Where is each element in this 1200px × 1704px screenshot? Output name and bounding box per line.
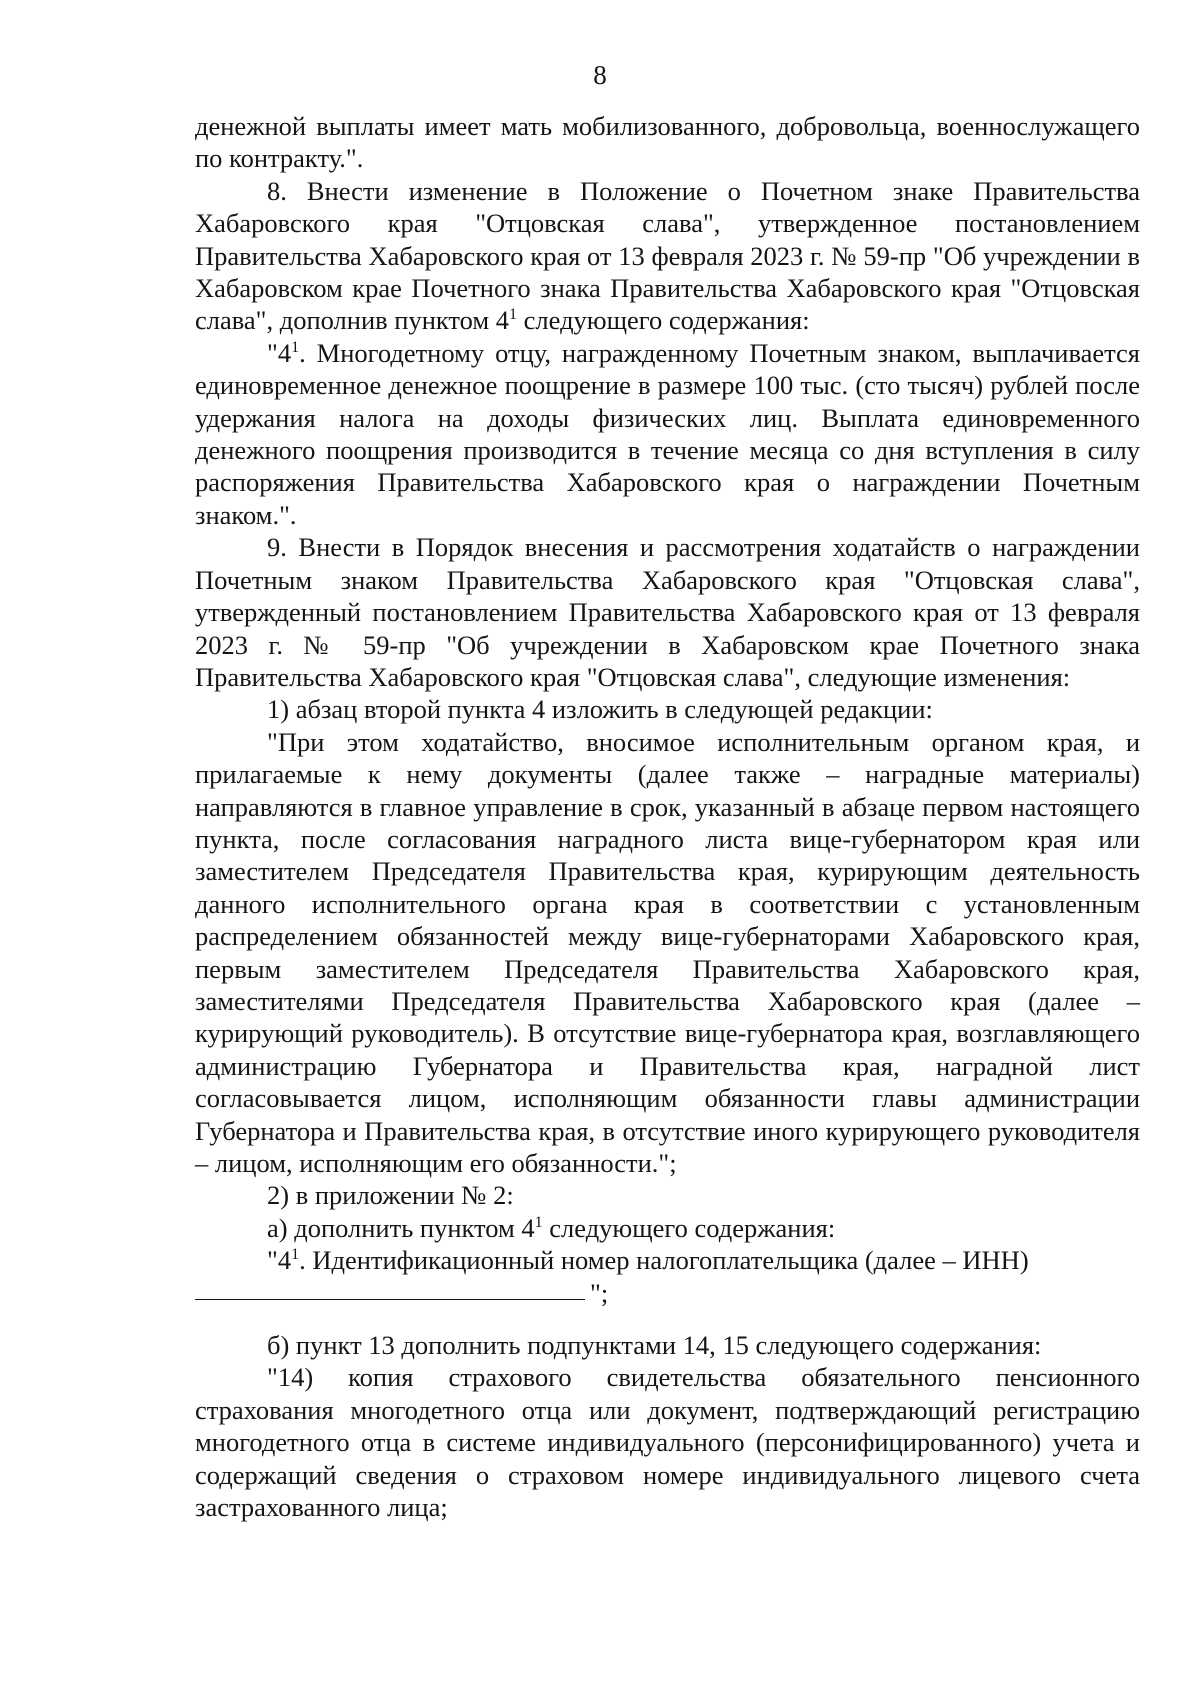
paragraph-item-8-text-end: следующего содержания: xyxy=(517,305,810,336)
subitem-9-2-a xyxy=(195,1212,1140,1244)
superscript: 1 xyxy=(509,306,518,324)
quoted-point-inn xyxy=(195,1244,1140,1276)
quoted-subpoint-14: "14) копия страхового свидетельства обязательного пенсионного страхования многодетного отца или документ, подтверждающий регистрацию многодетного отца в системе индивидуального (персонифицированного) учета и содержащий сведения о страховом номере индивидуального лицевого счета застрахованного лица; xyxy=(195,1362,1140,1523)
spacer xyxy=(195,1309,1140,1329)
quoted-point-4-1-text: . Многодетному отцу, награжденному Почетным знаком, выплачивается единовременное денежное поощрение в размере 100 тыс. (сто тысяч) рублей после удержания налога на доходы физических лиц. Выплата единовременного денежного поощрения производится в течение месяца со дня вступления в силу распоряжения Правительства Хабаровского края о награждении Почетным знаком.". xyxy=(195,337,1140,530)
subitem-9-2: 2) в приложении № 2: xyxy=(267,1180,514,1211)
superscript: 1 xyxy=(534,1213,543,1231)
page-number: 8 xyxy=(593,60,607,90)
superscript: 1 xyxy=(291,1246,300,1264)
inn-fill-line-row xyxy=(195,1277,1140,1309)
subitem-9-2-b: б) пункт 13 дополнить подпунктами 14, 15 следующего содержания: xyxy=(267,1330,1042,1361)
paragraph-item-9: 9. Внести в Порядок внесения и рассмотрения ходатайств о награждении Почетным знаком Правительства Хабаровского края "Отцовская слава", утвержденный постановлением Правительства Хабаровского края от 13 февраля 2023 г. № 59-пр "Об учреждении в Хабаровском крае Почетного знака Правительства Хабаровского края "Отцовская слава", следующие изменения: xyxy=(195,532,1140,692)
quoted-point-4-1-open: "4 xyxy=(267,337,292,368)
inn-blank-line xyxy=(195,1299,585,1300)
quoted-point-inn-open: "4 xyxy=(267,1245,292,1276)
subitem-9-1: 1) абзац второй пункта 4 изложить в следующей редакции: xyxy=(267,694,933,725)
inn-closing-quote: "; xyxy=(590,1277,609,1308)
subitem-9-2-a-text-end: следующего содержания: xyxy=(542,1212,836,1243)
subitem-9-2-a-text: а) дополнить пунктом 4 xyxy=(267,1212,535,1243)
document-body xyxy=(195,110,1140,1523)
paragraph-item-8 xyxy=(195,175,1140,337)
quoted-point-4-1 xyxy=(195,337,1140,531)
quoted-paragraph-9-1: "При этом ходатайство, вносимое исполнительным органом края, и прилагаемые к нему документы (далее также – наградные материалы) направляются в главное управление в срок, указанный в абзаце первом настоящего пункта, после согласования наградного листа вице-губернатором края или заместителем Председателя Правительства края, курирующим деятельность данного исполнительного органа края в соответствии с установленным распределением обязанностей между вице-губернаторами Хабаровского края, первым заместителем Председателя Правительства Хабаровского края, заместителями Председателя Правительства Хабаровского края (далее – курирующий руководитель). В отсутствие вице-губернатора края, возглавляющего администрацию Губернатора и Правительства края, наградной лист согласовывается лицом, исполняющим обязанности главы администрации Губернатора и Правительства края, в отсутствие иного курирующего руководителя – лицом, исполняющим его обязанности."; xyxy=(195,726,1140,1178)
paragraph-continuation: денежной выплаты имеет мать мобилизованного, добровольца, военнослужащего по контракту.". xyxy=(195,111,1140,174)
superscript: 1 xyxy=(291,339,300,357)
paragraph-item-8-text: 8. Внести изменение в Положение о Почетном знаке Правительства Хабаровского края "Отцовская слава", утвержденное постановлением Правительства Хабаровского края от 13 февраля 2023 г. № 59-пр "Об учреждении в Хабаровском крае Почетного знака Правительства Хабаровского края "Отцовская слава", дополнив пунктом 4 xyxy=(195,175,1140,336)
quoted-point-inn-text: . Идентификационный номер налогоплательщика (далее – ИНН) xyxy=(299,1245,1029,1276)
